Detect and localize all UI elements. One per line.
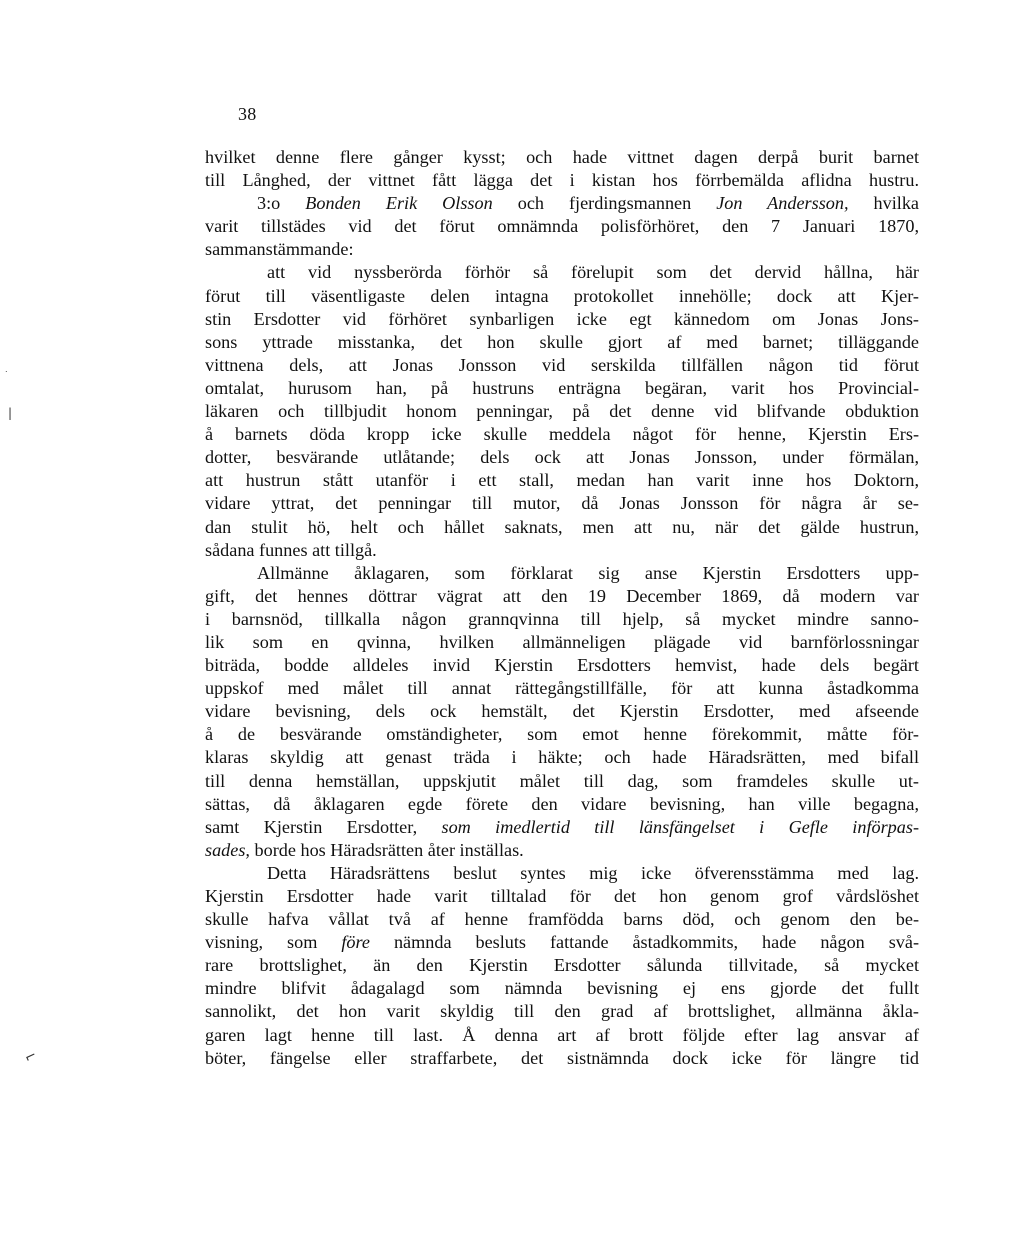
text-line: å de besvärande omständigheter, som emot henne förekommit, måtte för- [205,724,919,745]
text-line: till denna hemställan, uppskjutit målet till dag, som framdeles skulle ut- [205,770,919,791]
text-line: till Långhed, der vittnet fått lägga det i kistan hos förrbemälda aflidna hustru. [205,170,919,191]
text-line: sådana funnes att tillgå. [205,539,377,560]
margin-corner-mark: ⌐ [22,1047,40,1067]
text-line: dan stulit hö, helt och hållet saknats, men att nu, när det gälde hustrun, [205,516,919,537]
text-line: lik som en qvinna, hvilken allmänneligen plägade vid barnförlossningar [205,631,919,652]
text-fragment: hvilka [873,193,920,214]
text-line: att hustrun stått utanför i ett stall, medan han varit inne hos Doktorn, [205,470,919,491]
text-line: dotter, besvärande utlåtande; dels ock att Jonas Jonsson, under förmälan, [205,447,919,468]
text-line: vidare yttrat, det penningar till mutor, då Jonas Jonsson för några år se- [205,493,919,514]
text-line: sammanstämmande: [205,239,354,260]
witness-name: Jon Andersson, [716,193,849,214]
italic-phrase: sades, [205,839,250,860]
text-line: gift, det hennes döttrar vägrat att den 19 December 1869, då modern var [205,585,919,606]
text-line: varit tillstädes vid det förut omnämnda polisförhöret, den 7 Januari 1870, [205,216,919,237]
text-line: skulle hafva vållat två af henne framfödda barns död, och genom den be- [205,909,919,930]
text-line [205,931,919,954]
text-line: uppskof med målet till annat rättegångstillfälle, för att kunna åstadkomma [205,678,919,699]
witness-name: Bonden Erik Olsson [305,193,493,214]
text-line: Detta Häradsrättens beslut syntes mig icke öfverensstämma med lag. [267,862,919,883]
text-line: biträda, bodde alldeles invid Kjerstin Ersdotters hemvist, hade dels begärt [205,655,919,676]
text-line: Allmänne åklagaren, som förklarat sig anse Kjerstin Ersdotters upp- [257,562,919,583]
text-line [205,839,919,862]
text-line: böter, fängelse eller straffarbete, det sistnämnda dock icke för längre tid [205,1047,919,1068]
text-fragment: visning, som [205,932,318,953]
text-line: hvilket denne flere gånger kysst; och hade vittnet dagen derpå burit barnet [205,147,919,167]
section-marker: 3:o [257,193,281,214]
text-line: mindre blifvit ådagalagd som nämnda bevisning ej ens gjorde det fullt [205,978,919,999]
text-line: vidare bevisning, dels ock hemstält, det Kjerstin Ersdotter, med afseende [205,701,919,722]
italic-phrase: som imedlertid till länsfängelset i Gefle införpas- [441,816,920,837]
text-line: vittnena dels, att Jonas Jonsson vid serskilda tillfällen någon tid förut [205,354,919,375]
text-line: å barnets döda kropp icke skulle meddela något för henne, Kjerstin Ers- [205,424,919,445]
text-line: sättas, då åklagaren egde förete den vidare bevisning, han ville begagna, [205,793,919,814]
text-line: omtalat, hurusom han, på hustruns enträgna begäran, varit hos Provincial- [205,377,919,398]
italic-word: före [341,932,370,953]
margin-pipe-mark: | [8,406,13,420]
text-fragment: samt Kjerstin Ersdotter, [205,816,418,837]
text-line: läkaren och tillbjudit honom penningar, på det denne vid blifvande obduktion [205,401,919,422]
text-line: rare brottslighet, än den Kjerstin Ersdotter sålunda tillvitade, så mycket [205,955,919,976]
text-fragment: och fjerdingsmannen [517,193,692,214]
text-line: Kjerstin Ersdotter hade varit tilltalad för det hon genom grof vårdslöshet [205,886,919,906]
text-line: att vid nyssberörda förhör så förelupit som det dervid hållna, här [267,262,919,283]
text-line: klaras skyldig att genast träda i häkte; och hade Häradsrätten, med bifall [205,747,919,768]
text-fragment: nämnda besluts fattande åstadkommits, hade någon svå- [393,932,920,953]
text-fragment: borde hos Häradsrätten åter inställas. [254,839,524,860]
text-line: garen lagt henne till last. Å denna art af brott följde efter lag ansvar af [205,1024,919,1045]
page-number: 38 [238,104,257,124]
text-line [205,816,919,839]
text-line: sons yttrade misstanka, det hon skulle gjort af med barnet; tilläggande [205,331,919,352]
document-body-text [205,146,919,1070]
text-line: i barnsnöd, tillkalla någon grannqvinna till hjelp, så mycket mindre sanno- [205,608,919,629]
text-line: förut till väsentligaste delen intagna protokollet innehölle; dock att Kjer- [205,285,919,306]
margin-dot-mark: . [5,365,8,374]
text-line: sannolikt, det hon varit skyldig till den grad af brottslighet, allmänna åkla- [205,1001,919,1022]
text-line: stin Ersdotter vid förhöret synbarligen icke egt kännedom om Jonas Jons- [205,308,919,329]
text-line [205,192,919,215]
